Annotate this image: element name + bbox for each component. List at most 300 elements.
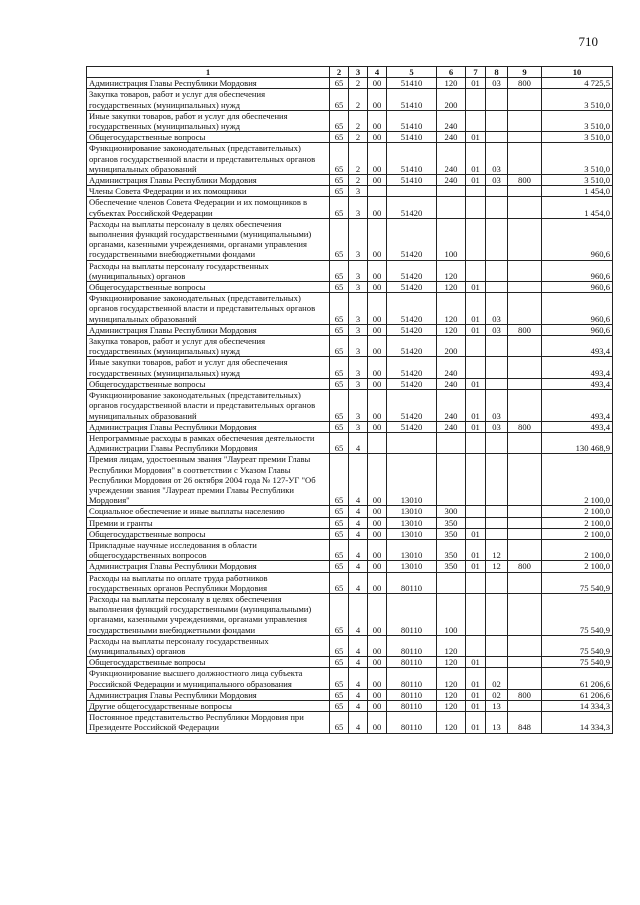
row-code-cell: 350 <box>437 517 466 528</box>
row-code-cell <box>486 657 508 668</box>
row-amount-cell: 14 334,3 <box>542 712 613 733</box>
row-code-cell: 13 <box>486 712 508 733</box>
row-amount-cell: 3 510,0 <box>542 110 613 131</box>
row-code-cell: 240 <box>437 110 466 131</box>
row-code-cell: 80110 <box>387 593 437 635</box>
row-code-cell: 00 <box>368 110 387 131</box>
table-row <box>87 282 613 293</box>
row-code-cell: 51410 <box>387 78 437 89</box>
header-cell-5: 5 <box>387 67 437 78</box>
row-code-cell: 51420 <box>387 218 437 260</box>
row-code-cell: 01 <box>466 293 486 325</box>
row-code-cell <box>466 218 486 260</box>
row-amount-cell: 960,6 <box>542 324 613 335</box>
row-code-cell: 120 <box>437 712 466 733</box>
row-code-cell: 800 <box>508 689 542 700</box>
row-code-cell: 3 <box>349 378 368 389</box>
row-code-cell <box>508 89 542 110</box>
row-code-cell: 120 <box>437 700 466 711</box>
row-name-cell: Закупка товаров, работ и услуг для обеспечения государственных (муниципальных) нужд <box>87 336 330 357</box>
row-code-cell <box>508 186 542 197</box>
row-code-cell: 3 <box>349 218 368 260</box>
row-code-cell <box>486 110 508 131</box>
table-row <box>87 712 613 733</box>
row-code-cell: 3 <box>349 390 368 422</box>
row-code-cell: 51420 <box>387 378 437 389</box>
row-code-cell: 01 <box>466 657 486 668</box>
row-code-cell: 800 <box>508 561 542 572</box>
row-code-cell <box>508 132 542 143</box>
row-amount-cell: 2 100,0 <box>542 454 613 506</box>
row-code-cell <box>486 506 508 517</box>
table-row <box>87 336 613 357</box>
row-amount-cell: 493,4 <box>542 336 613 357</box>
row-code-cell: 51420 <box>387 260 437 281</box>
row-code-cell: 240 <box>437 175 466 186</box>
row-code-cell: 13010 <box>387 539 437 560</box>
row-code-cell: 65 <box>330 218 349 260</box>
row-code-cell: 200 <box>437 89 466 110</box>
row-code-cell <box>508 668 542 689</box>
row-code-cell: 3 <box>349 197 368 218</box>
row-code-cell: 01 <box>466 700 486 711</box>
row-name-cell: Администрация Главы Республики Мордовия <box>87 175 330 186</box>
row-code-cell: 00 <box>368 78 387 89</box>
row-amount-cell: 1 454,0 <box>542 186 613 197</box>
row-code-cell: 00 <box>368 593 387 635</box>
row-code-cell <box>508 197 542 218</box>
row-name-cell: Непрограммные расходы в рамках обеспечения деятельности Администрации Главы Республики Мордовия <box>87 432 330 453</box>
table-row <box>87 528 613 539</box>
row-code-cell: 13010 <box>387 506 437 517</box>
row-code-cell: 01 <box>466 282 486 293</box>
row-code-cell <box>466 517 486 528</box>
row-code-cell <box>486 572 508 593</box>
row-code-cell: 00 <box>368 357 387 378</box>
row-code-cell: 51420 <box>387 197 437 218</box>
row-code-cell: 800 <box>508 324 542 335</box>
row-code-cell: 00 <box>368 260 387 281</box>
header-cell-3: 3 <box>349 67 368 78</box>
row-code-cell: 65 <box>330 454 349 506</box>
row-code-cell: 65 <box>330 324 349 335</box>
row-name-cell: Обеспечение членов Совета Федерации и их помощников в субъектах Российской Федерации <box>87 197 330 218</box>
row-code-cell: 13 <box>486 700 508 711</box>
row-code-cell: 100 <box>437 218 466 260</box>
row-code-cell <box>508 657 542 668</box>
row-name-cell: Администрация Главы Республики Мордовия <box>87 561 330 572</box>
row-code-cell: 65 <box>330 421 349 432</box>
row-code-cell: 120 <box>437 260 466 281</box>
row-code-cell <box>508 517 542 528</box>
row-code-cell <box>437 454 466 506</box>
row-amount-cell: 75 540,9 <box>542 657 613 668</box>
row-code-cell <box>486 282 508 293</box>
row-code-cell: 80110 <box>387 572 437 593</box>
row-code-cell: 100 <box>437 593 466 635</box>
header-cell-2: 2 <box>330 67 349 78</box>
header-cell-8: 8 <box>486 67 508 78</box>
row-name-cell: Расходы на выплаты персоналу в целях обеспечения выполнения функций государственными (муниципальными) органами, казенными учреждениями, органами управления государственными внебюджетными фондами <box>87 593 330 635</box>
row-code-cell <box>508 293 542 325</box>
table-row <box>87 175 613 186</box>
row-amount-cell: 960,6 <box>542 260 613 281</box>
row-code-cell: 65 <box>330 175 349 186</box>
row-code-cell: 3 <box>349 282 368 293</box>
row-code-cell: 00 <box>368 528 387 539</box>
row-code-cell <box>486 378 508 389</box>
row-code-cell: 13010 <box>387 454 437 506</box>
row-code-cell: 120 <box>437 635 466 656</box>
row-code-cell: 03 <box>486 143 508 175</box>
row-code-cell <box>486 197 508 218</box>
row-code-cell: 65 <box>330 712 349 733</box>
row-code-cell <box>437 572 466 593</box>
row-code-cell <box>466 260 486 281</box>
row-code-cell: 51420 <box>387 324 437 335</box>
row-code-cell <box>508 506 542 517</box>
row-code-cell: 65 <box>330 539 349 560</box>
row-amount-cell: 75 540,9 <box>542 635 613 656</box>
row-code-cell: 51410 <box>387 89 437 110</box>
row-code-cell: 51410 <box>387 143 437 175</box>
row-code-cell: 65 <box>330 593 349 635</box>
row-code-cell: 00 <box>368 378 387 389</box>
row-amount-cell: 2 100,0 <box>542 561 613 572</box>
row-amount-cell: 75 540,9 <box>542 593 613 635</box>
header-cell-4: 4 <box>368 67 387 78</box>
row-code-cell: 350 <box>437 539 466 560</box>
table-row <box>87 390 613 422</box>
row-name-cell: Другие общегосударственные вопросы <box>87 700 330 711</box>
row-code-cell: 2 <box>349 89 368 110</box>
table-row <box>87 635 613 656</box>
table-header-row <box>87 67 613 78</box>
row-code-cell <box>508 378 542 389</box>
row-name-cell: Администрация Главы Республики Мордовия <box>87 421 330 432</box>
row-code-cell: 65 <box>330 506 349 517</box>
row-code-cell: 80110 <box>387 700 437 711</box>
row-name-cell: Иные закупки товаров, работ и услуг для обеспечения государственных (муниципальных) нужд <box>87 357 330 378</box>
row-code-cell: 51410 <box>387 175 437 186</box>
row-code-cell: 00 <box>368 561 387 572</box>
row-code-cell <box>508 357 542 378</box>
row-code-cell: 01 <box>466 712 486 733</box>
table-row <box>87 143 613 175</box>
row-code-cell: 13010 <box>387 528 437 539</box>
row-code-cell: 01 <box>466 390 486 422</box>
row-code-cell: 4 <box>349 454 368 506</box>
row-code-cell: 120 <box>437 657 466 668</box>
row-code-cell: 00 <box>368 390 387 422</box>
row-name-cell: Общегосударственные вопросы <box>87 132 330 143</box>
row-code-cell: 240 <box>437 378 466 389</box>
row-code-cell: 65 <box>330 390 349 422</box>
row-name-cell: Общегосударственные вопросы <box>87 282 330 293</box>
row-code-cell: 00 <box>368 293 387 325</box>
row-code-cell: 4 <box>349 593 368 635</box>
row-name-cell: Функционирование законодательных (представительных) органов государственной власти и представительных органов муниципальных образований <box>87 293 330 325</box>
row-name-cell: Администрация Главы Республики Мордовия <box>87 78 330 89</box>
row-code-cell: 00 <box>368 218 387 260</box>
row-code-cell: 65 <box>330 517 349 528</box>
row-code-cell <box>486 89 508 110</box>
row-code-cell <box>486 454 508 506</box>
row-code-cell: 120 <box>437 282 466 293</box>
row-name-cell: Общегосударственные вопросы <box>87 378 330 389</box>
row-code-cell: 00 <box>368 324 387 335</box>
row-code-cell: 4 <box>349 689 368 700</box>
row-amount-cell: 3 510,0 <box>542 175 613 186</box>
row-code-cell: 4 <box>349 712 368 733</box>
row-code-cell <box>486 336 508 357</box>
row-name-cell: Общегосударственные вопросы <box>87 657 330 668</box>
table-row <box>87 197 613 218</box>
row-code-cell: 240 <box>437 421 466 432</box>
row-code-cell <box>486 357 508 378</box>
row-code-cell: 01 <box>466 78 486 89</box>
header-cell-1: 1 <box>87 67 330 78</box>
row-name-cell: Общегосударственные вопросы <box>87 528 330 539</box>
row-code-cell: 01 <box>466 378 486 389</box>
row-name-cell: Премии и гранты <box>87 517 330 528</box>
row-code-cell: 65 <box>330 572 349 593</box>
row-code-cell: 00 <box>368 282 387 293</box>
row-code-cell <box>437 432 466 453</box>
row-code-cell <box>466 454 486 506</box>
row-code-cell: 65 <box>330 143 349 175</box>
row-code-cell <box>437 197 466 218</box>
row-code-cell: 4 <box>349 572 368 593</box>
row-amount-cell: 1 454,0 <box>542 197 613 218</box>
row-code-cell: 4 <box>349 635 368 656</box>
row-code-cell: 00 <box>368 197 387 218</box>
table-row <box>87 78 613 89</box>
row-amount-cell: 2 100,0 <box>542 528 613 539</box>
row-code-cell <box>466 336 486 357</box>
row-code-cell: 13010 <box>387 517 437 528</box>
row-amount-cell: 2 100,0 <box>542 506 613 517</box>
row-code-cell: 65 <box>330 378 349 389</box>
row-code-cell: 00 <box>368 635 387 656</box>
row-amount-cell: 493,4 <box>542 390 613 422</box>
table-row <box>87 561 613 572</box>
row-name-cell: Прикладные научные исследования в области общегосударственных вопросов <box>87 539 330 560</box>
row-code-cell: 80110 <box>387 635 437 656</box>
row-code-cell <box>466 357 486 378</box>
row-code-cell: 01 <box>466 324 486 335</box>
row-code-cell: 00 <box>368 700 387 711</box>
row-code-cell: 65 <box>330 528 349 539</box>
row-code-cell: 65 <box>330 78 349 89</box>
row-code-cell: 65 <box>330 282 349 293</box>
row-code-cell: 350 <box>437 528 466 539</box>
row-amount-cell: 130 468,9 <box>542 432 613 453</box>
table-row <box>87 432 613 453</box>
row-code-cell <box>486 218 508 260</box>
row-code-cell: 00 <box>368 336 387 357</box>
row-code-cell: 3 <box>349 421 368 432</box>
row-code-cell: 65 <box>330 89 349 110</box>
table-row <box>87 454 613 506</box>
row-name-cell: Функционирование законодательных (представительных) органов государственной власти и представительных органов муниципальных образований <box>87 390 330 422</box>
row-code-cell: 3 <box>349 324 368 335</box>
row-amount-cell: 960,6 <box>542 218 613 260</box>
row-code-cell <box>508 390 542 422</box>
row-code-cell: 800 <box>508 421 542 432</box>
row-code-cell: 00 <box>368 454 387 506</box>
row-code-cell: 51410 <box>387 132 437 143</box>
row-code-cell: 65 <box>330 197 349 218</box>
row-code-cell: 80110 <box>387 689 437 700</box>
row-code-cell <box>466 432 486 453</box>
row-code-cell: 2 <box>349 175 368 186</box>
row-amount-cell: 61 206,6 <box>542 689 613 700</box>
row-code-cell: 80110 <box>387 657 437 668</box>
row-code-cell: 51410 <box>387 110 437 131</box>
row-code-cell: 51420 <box>387 336 437 357</box>
header-cell-7: 7 <box>466 67 486 78</box>
header-cell-10: 10 <box>542 67 613 78</box>
row-code-cell: 01 <box>466 421 486 432</box>
header-cell-6: 6 <box>437 67 466 78</box>
row-code-cell: 120 <box>437 78 466 89</box>
row-code-cell <box>508 282 542 293</box>
row-amount-cell: 4 725,5 <box>542 78 613 89</box>
row-code-cell <box>508 539 542 560</box>
row-name-cell: Администрация Главы Республики Мордовия <box>87 689 330 700</box>
row-code-cell <box>508 432 542 453</box>
row-code-cell: 80110 <box>387 712 437 733</box>
row-code-cell: 00 <box>368 143 387 175</box>
row-code-cell <box>486 186 508 197</box>
row-amount-cell: 75 540,9 <box>542 572 613 593</box>
row-code-cell <box>466 593 486 635</box>
row-code-cell: 01 <box>466 528 486 539</box>
row-amount-cell: 960,6 <box>542 293 613 325</box>
row-name-cell: Социальное обеспечение и иные выплаты населению <box>87 506 330 517</box>
table-row <box>87 668 613 689</box>
row-code-cell <box>466 186 486 197</box>
row-code-cell: 00 <box>368 421 387 432</box>
row-amount-cell: 3 510,0 <box>542 143 613 175</box>
row-code-cell: 65 <box>330 293 349 325</box>
row-code-cell <box>508 143 542 175</box>
row-code-cell: 01 <box>466 539 486 560</box>
row-code-cell <box>437 186 466 197</box>
row-code-cell: 00 <box>368 657 387 668</box>
row-code-cell: 12 <box>486 561 508 572</box>
row-code-cell <box>486 432 508 453</box>
row-code-cell: 4 <box>349 668 368 689</box>
row-amount-cell: 960,6 <box>542 282 613 293</box>
table-row <box>87 517 613 528</box>
row-code-cell <box>508 110 542 131</box>
table-row <box>87 539 613 560</box>
row-code-cell: 120 <box>437 689 466 700</box>
row-code-cell: 12 <box>486 539 508 560</box>
header-cell-9: 9 <box>508 67 542 78</box>
row-code-cell: 65 <box>330 635 349 656</box>
row-code-cell: 800 <box>508 175 542 186</box>
row-name-cell: Члены Совета Федерации и их помощники <box>87 186 330 197</box>
row-code-cell: 65 <box>330 357 349 378</box>
row-name-cell: Закупка товаров, работ и услуг для обеспечения государственных (муниципальных) нужд <box>87 89 330 110</box>
row-code-cell <box>508 635 542 656</box>
row-code-cell: 65 <box>330 689 349 700</box>
row-code-cell <box>486 593 508 635</box>
row-amount-cell: 493,4 <box>542 378 613 389</box>
row-code-cell: 01 <box>466 175 486 186</box>
row-code-cell <box>368 432 387 453</box>
row-name-cell: Администрация Главы Республики Мордовия <box>87 324 330 335</box>
row-amount-cell: 2 100,0 <box>542 539 613 560</box>
row-code-cell: 03 <box>486 324 508 335</box>
row-code-cell <box>368 186 387 197</box>
row-code-cell: 65 <box>330 260 349 281</box>
table-row <box>87 421 613 432</box>
row-code-cell <box>508 572 542 593</box>
table-row <box>87 689 613 700</box>
table-row <box>87 132 613 143</box>
row-name-cell: Расходы на выплаты персоналу государственных (муниципальных) органов <box>87 260 330 281</box>
row-code-cell <box>486 260 508 281</box>
row-code-cell: 65 <box>330 657 349 668</box>
row-code-cell: 240 <box>437 143 466 175</box>
row-amount-cell: 61 206,6 <box>542 668 613 689</box>
table-row <box>87 357 613 378</box>
row-code-cell: 65 <box>330 561 349 572</box>
row-code-cell: 00 <box>368 689 387 700</box>
row-code-cell: 03 <box>486 390 508 422</box>
row-code-cell <box>466 572 486 593</box>
row-code-cell: 01 <box>466 143 486 175</box>
row-code-cell: 65 <box>330 700 349 711</box>
row-amount-cell: 493,4 <box>542 357 613 378</box>
row-code-cell <box>486 132 508 143</box>
row-code-cell: 4 <box>349 506 368 517</box>
row-name-cell: Функционирование высшего должностного лица субъекта Российской Федерации и муниципального образования <box>87 668 330 689</box>
row-code-cell: 02 <box>486 689 508 700</box>
row-code-cell: 51420 <box>387 293 437 325</box>
row-code-cell <box>486 635 508 656</box>
row-code-cell: 00 <box>368 572 387 593</box>
row-code-cell <box>466 110 486 131</box>
row-name-cell: Расходы на выплаты персоналу государственных (муниципальных) органов <box>87 635 330 656</box>
row-code-cell: 65 <box>330 336 349 357</box>
table-row <box>87 324 613 335</box>
table-row <box>87 593 613 635</box>
row-code-cell: 4 <box>349 517 368 528</box>
row-code-cell: 120 <box>437 324 466 335</box>
row-code-cell <box>508 528 542 539</box>
row-code-cell: 65 <box>330 132 349 143</box>
row-name-cell: Премия лицам, удостоенным звания "Лауреат премии Главы Республики Мордовия" в соответствии с Указом Главы Республики Мордовия от 26 октября 2004 года № 127-УГ "Об учреждении звания "Лауреат премии Главы Республики Мордовия" <box>87 454 330 506</box>
row-code-cell <box>466 197 486 218</box>
row-code-cell: 3 <box>349 336 368 357</box>
row-code-cell: 01 <box>466 132 486 143</box>
table-body <box>87 78 613 733</box>
row-amount-cell: 493,4 <box>542 421 613 432</box>
row-code-cell: 2 <box>349 110 368 131</box>
row-code-cell: 00 <box>368 668 387 689</box>
row-name-cell: Иные закупки товаров, работ и услуг для обеспечения государственных (муниципальных) нужд <box>87 110 330 131</box>
row-code-cell: 4 <box>349 700 368 711</box>
row-name-cell: Расходы на выплаты по оплате труда работников государственных органов Республики Мордовия <box>87 572 330 593</box>
row-code-cell: 350 <box>437 561 466 572</box>
row-code-cell: 3 <box>349 260 368 281</box>
row-code-cell <box>387 432 437 453</box>
